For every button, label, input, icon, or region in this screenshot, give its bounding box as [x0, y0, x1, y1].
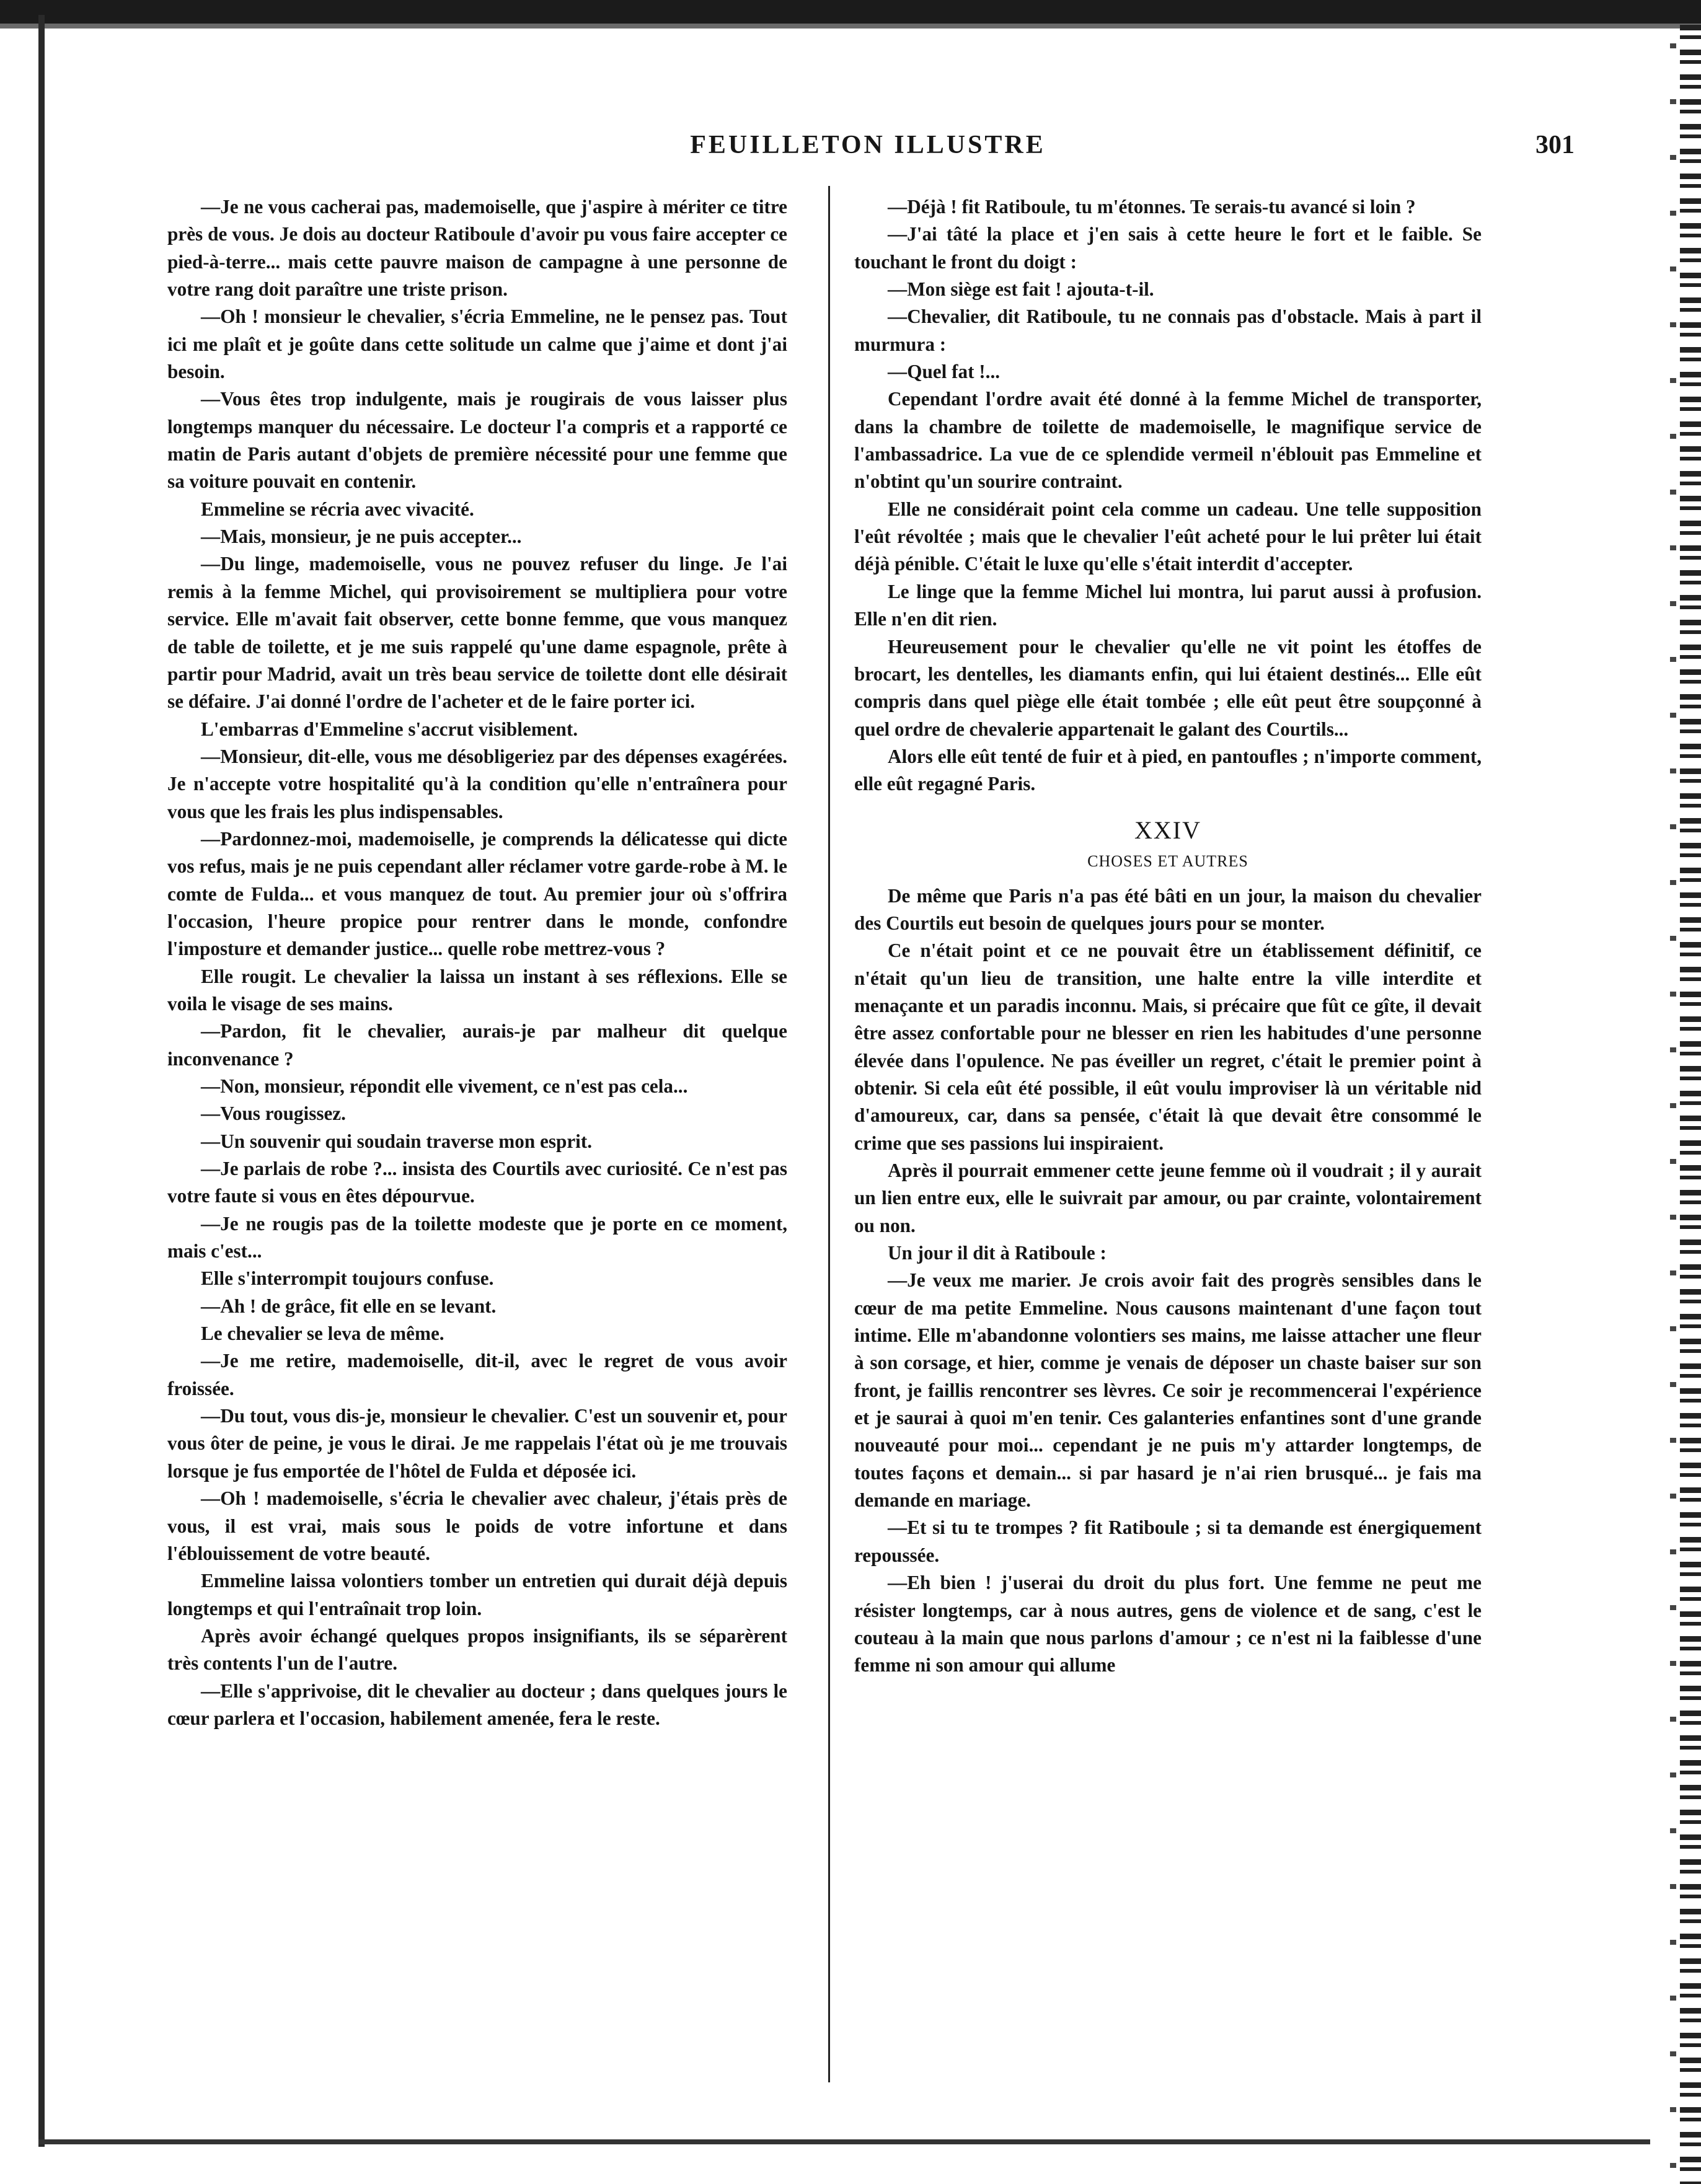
- paragraph: Elle ne considérait point cela comme un cadeau. Une telle supposition l'eût révoltée ; mais que le chevalier l'eût acheté pour le lui prêter lui était déjà pénible. C'était le luxe qu'elle s'était interdit d'accepter.: [854, 498, 1482, 575]
- right-column-text-after-chapter: [854, 883, 1482, 1680]
- paragraph: —Vous êtes trop indulgente, mais je rougirais de vous laisser plus longtemps manquer du nécessaire. Le docteur l'a compris et a rapporté ce matin de Paris autant d'objets de première nécessité pour une femme que sa voiture pouvait en contenir.: [167, 388, 787, 493]
- paragraph: —Du tout, vous dis-je, monsieur le chevalier. C'est un souvenir et, pour vous ôter de peine, je vous le dirai. Je me rappelais l'état où je me trouvais lorsque je fus emportée de l'hôtel de Fulda et déposée ici.: [167, 1405, 787, 1482]
- paragraph: —Je ne rougis pas de la toilette modeste que je porte en ce moment, mais c'est...: [167, 1212, 787, 1262]
- page-number: 301: [1535, 131, 1575, 159]
- paragraph: —Je me retire, mademoiselle, dit-il, avec le regret de vous avoir froissée.: [167, 1350, 787, 1399]
- paragraph: Ce n'était point et ce ne pouvait être un établissement définitif, ce n'était qu'un lieu de transition, une halte entre la ville interdite et menaçante et un paradis inconnu. Mais, si précaire que fût ce gîte, il devait être assez confortable pour ne blesser en rien les habitudes d'une personne élevée dans l'opulence. Ne pas éveiller un regret, c'était le premier point à obtenir. Si cela eût été possible, il eût voulu improviser là un véritable nid d'amoureux, car, dans sa pensée, c'était là que devait être consommé le crime que ses passions lui inspiraient.: [854, 940, 1482, 1154]
- paragraph: —Un souvenir qui soudain traverse mon esprit.: [201, 1130, 593, 1152]
- paragraph: Elle rougit. Le chevalier la laissa un instant à ses réflexions. Elle se voila le visage de ses mains.: [167, 965, 787, 1015]
- running-header: [161, 130, 1575, 167]
- paragraph: Après avoir échangé quelques propos insignifiants, ils se séparèrent très contents l'un de l'autre.: [167, 1624, 787, 1675]
- chapter-title: CHOSES ET AUTRES: [1087, 852, 1248, 870]
- paragraph: —Déjà ! fit Ratiboule, tu m'étonnes. Te serais-tu avancé si loin ?: [888, 196, 1416, 218]
- paragraph: Alors elle eût tenté de fuir et à pied, en pantoufles ; n'importe comment, elle eût regagné Paris.: [854, 745, 1482, 795]
- paragraph: Elle s'interrompit toujours confuse.: [201, 1267, 494, 1290]
- paragraph: —Monsieur, dit-elle, vous me désobligeriez par des dépenses exagérées. Je n'accepte votre hospitalité qu'à la condition qu'elle n'entraînera pour vous que les frais les plus indispensables.: [167, 745, 787, 822]
- paragraph: —Pardonnez-moi, mademoiselle, je comprends la délicatesse qui dicte vos refus, mais je ne puis cependant aller réclamer votre garde-robe à M. le comte de Fulda... et vous manquez de tout. Au premier jour où s'offrira l'occasion, l'heure propice pour rentrer dans le monde, confondre l'imposture et demander justice... quelle robe mettrez-vous ?: [167, 827, 787, 960]
- top-border-rule: [0, 0, 1701, 24]
- paragraph: Un jour il dit à Ratiboule :: [888, 1242, 1107, 1264]
- paragraph: —Et si tu te trompes ? fit Ratiboule ; si ta demande est énergiquement repoussée.: [854, 1517, 1482, 1566]
- right-edge-scan-noise: [1680, 25, 1701, 2184]
- left-text-column: [167, 193, 787, 1732]
- top-border-shadow: [0, 24, 1701, 29]
- paragraph: —Je ne vous cacherai pas, mademoiselle, que j'aspire à mériter ce titre près de vous. Je dois au docteur Ratiboule d'avoir pu vous faire accepter ce pied-à-terre... mais cette pauvre maison de campagne à une personne de votre rang doit paraître une triste prison.: [167, 196, 787, 301]
- running-title: FEUILLETON ILLUSTRE: [690, 131, 1046, 159]
- chapter-number: XXIV: [1134, 816, 1201, 844]
- right-text-column: [854, 193, 1482, 1680]
- paragraph: —Mon siège est fait ! ajouta-t-il.: [888, 278, 1154, 301]
- paragraph: L'embarras d'Emmeline s'accrut visiblement.: [201, 718, 578, 740]
- paragraph: Le chevalier se leva de même.: [201, 1323, 444, 1345]
- paragraph: —Eh bien ! j'userai du droit du plus fort. Une femme ne peut me résister longtemps, car à nous autres, gens de violence et de sang, c'est le couteau à la main que nous parlons d'amour ; ce n'est ni la faiblesse d'une femme ni son amour qui allume: [854, 1572, 1482, 1676]
- paragraph: —Quel fat !...: [888, 361, 1001, 383]
- left-border-rule: [38, 15, 45, 2147]
- paragraph: —Je veux me marier. Je crois avoir fait des progrès sensibles dans le cœur de ma petite Emmeline. Nous causons maintenant d'une façon tout intime. Elle m'abandonne volontiers ses mains, me laisse attacher une fleur à son corsage, et hier, comme je venais de déposer un chaste baiser sur son front, je faillis rencontrer ses lèvres. Ce soir je recommencerai l'expérience et je saurai à quoi m'en tenir. Ces galanteries enfantines sont d'une grande nouveauté pour moi... cependant je ne puis m'y attarder longtemps, de toutes façons et demain... si par hasard je n'ai rien brusqué... je fais ma demande en mariage.: [854, 1269, 1482, 1512]
- paragraph: —Ah ! de grâce, fit elle en se levant.: [201, 1295, 497, 1317]
- paragraph: —Je parlais de robe ?... insista des Courtils avec curiosité. Ce n'est pas votre faute si vous en êtes dépourvue.: [167, 1158, 787, 1207]
- paragraph: —Oh ! monsieur le chevalier, s'écria Emmeline, ne le pensez pas. Tout ici me plaît et je goûte dans cette solitude un calme que j'aime et dont j'ai besoin.: [167, 306, 787, 383]
- paragraph: De même que Paris n'a pas été bâti en un jour, la maison du chevalier des Courtils eut besoin de quelques jours pour se monter.: [854, 884, 1482, 934]
- paragraph: —Non, monsieur, répondit elle vivement, ce n'est pas cela...: [201, 1075, 688, 1097]
- paragraph: Emmeline laissa volontiers tomber un entretien qui durait déjà depuis longtemps et qui l'entraînait trop loin.: [167, 1570, 787, 1619]
- paragraph: —Mais, monsieur, je ne puis accepter...: [201, 526, 522, 548]
- paragraph: Après il pourrait emmener cette jeune femme où il voudrait ; il y aurait un lien entre eux, elle le suivrait par amour, ou par crainte, volontairement ou non.: [854, 1160, 1482, 1236]
- paragraph: —Vous rougissez.: [201, 1103, 346, 1125]
- paragraph: —Elle s'apprivoise, dit le chevalier au docteur ; dans quelques jours le cœur parlera et l'occasion, habilement amenée, fera le reste.: [167, 1680, 787, 1729]
- paragraph: Heureusement pour le chevalier qu'elle ne vit point les étoffes de brocart, les dentelles, les diamants enfin, qui lui étaient destinés... Elle eût compris dans quel piège elle était tombée ; elle eût peut être soupçonné à quel ordre de chevalerie appartenait le galant des Courtils...: [854, 635, 1482, 740]
- paragraph: —Pardon, fit le chevalier, aurais-je par malheur dit quelque inconvenance ?: [167, 1020, 787, 1070]
- paragraph: —Chevalier, dit Ratiboule, tu ne connais pas d'obstacle. Mais à part il murmura :: [854, 306, 1482, 355]
- bottom-border-rule: [38, 2139, 1650, 2144]
- paragraph: —Oh ! mademoiselle, s'écria le chevalier avec chaleur, j'étais près de vous, il est vrai, mais sous le poids de votre infortune et dans l'éblouissement de votre beauté.: [167, 1487, 787, 1564]
- paragraph: —J'ai tâté la place et j'en sais à cette heure le fort et le faible. Se touchant le front du doigt :: [854, 223, 1482, 273]
- right-column-text-before-chapter: [854, 193, 1482, 798]
- paragraph: Emmeline se récria avec vivacité.: [201, 498, 474, 520]
- paragraph: —Du linge, mademoiselle, vous ne pouvez refuser du linge. Je l'ai remis à la femme Michel, qui provisoirement se multipliera pour votre service. Elle m'avait fait observer, cette bonne femme, que vous manquez de table de toilette, et je me suis rappelé qu'une dame espagnole, prête à partir pour Madrid, avait un très beau service de toilette dont elle désirait se défaire. J'ai donné l'ordre de l'acheter et de le faire porter ici.: [167, 553, 787, 713]
- right-edge-scan-specks: [1670, 25, 1676, 2184]
- paragraph: Le linge que la femme Michel lui montra, lui parut aussi à profusion. Elle n'en dit rien.: [854, 580, 1482, 630]
- column-divider: [828, 186, 830, 2082]
- paragraph: Cependant l'ordre avait été donné à la femme Michel de transporter, dans la chambre de toilette de mademoiselle, le magnifique service de l'ambassadrice. La vue de ce splendide vermeil n'éblouit pas Emmeline et n'obtint qu'un sourire contraint.: [854, 388, 1482, 493]
